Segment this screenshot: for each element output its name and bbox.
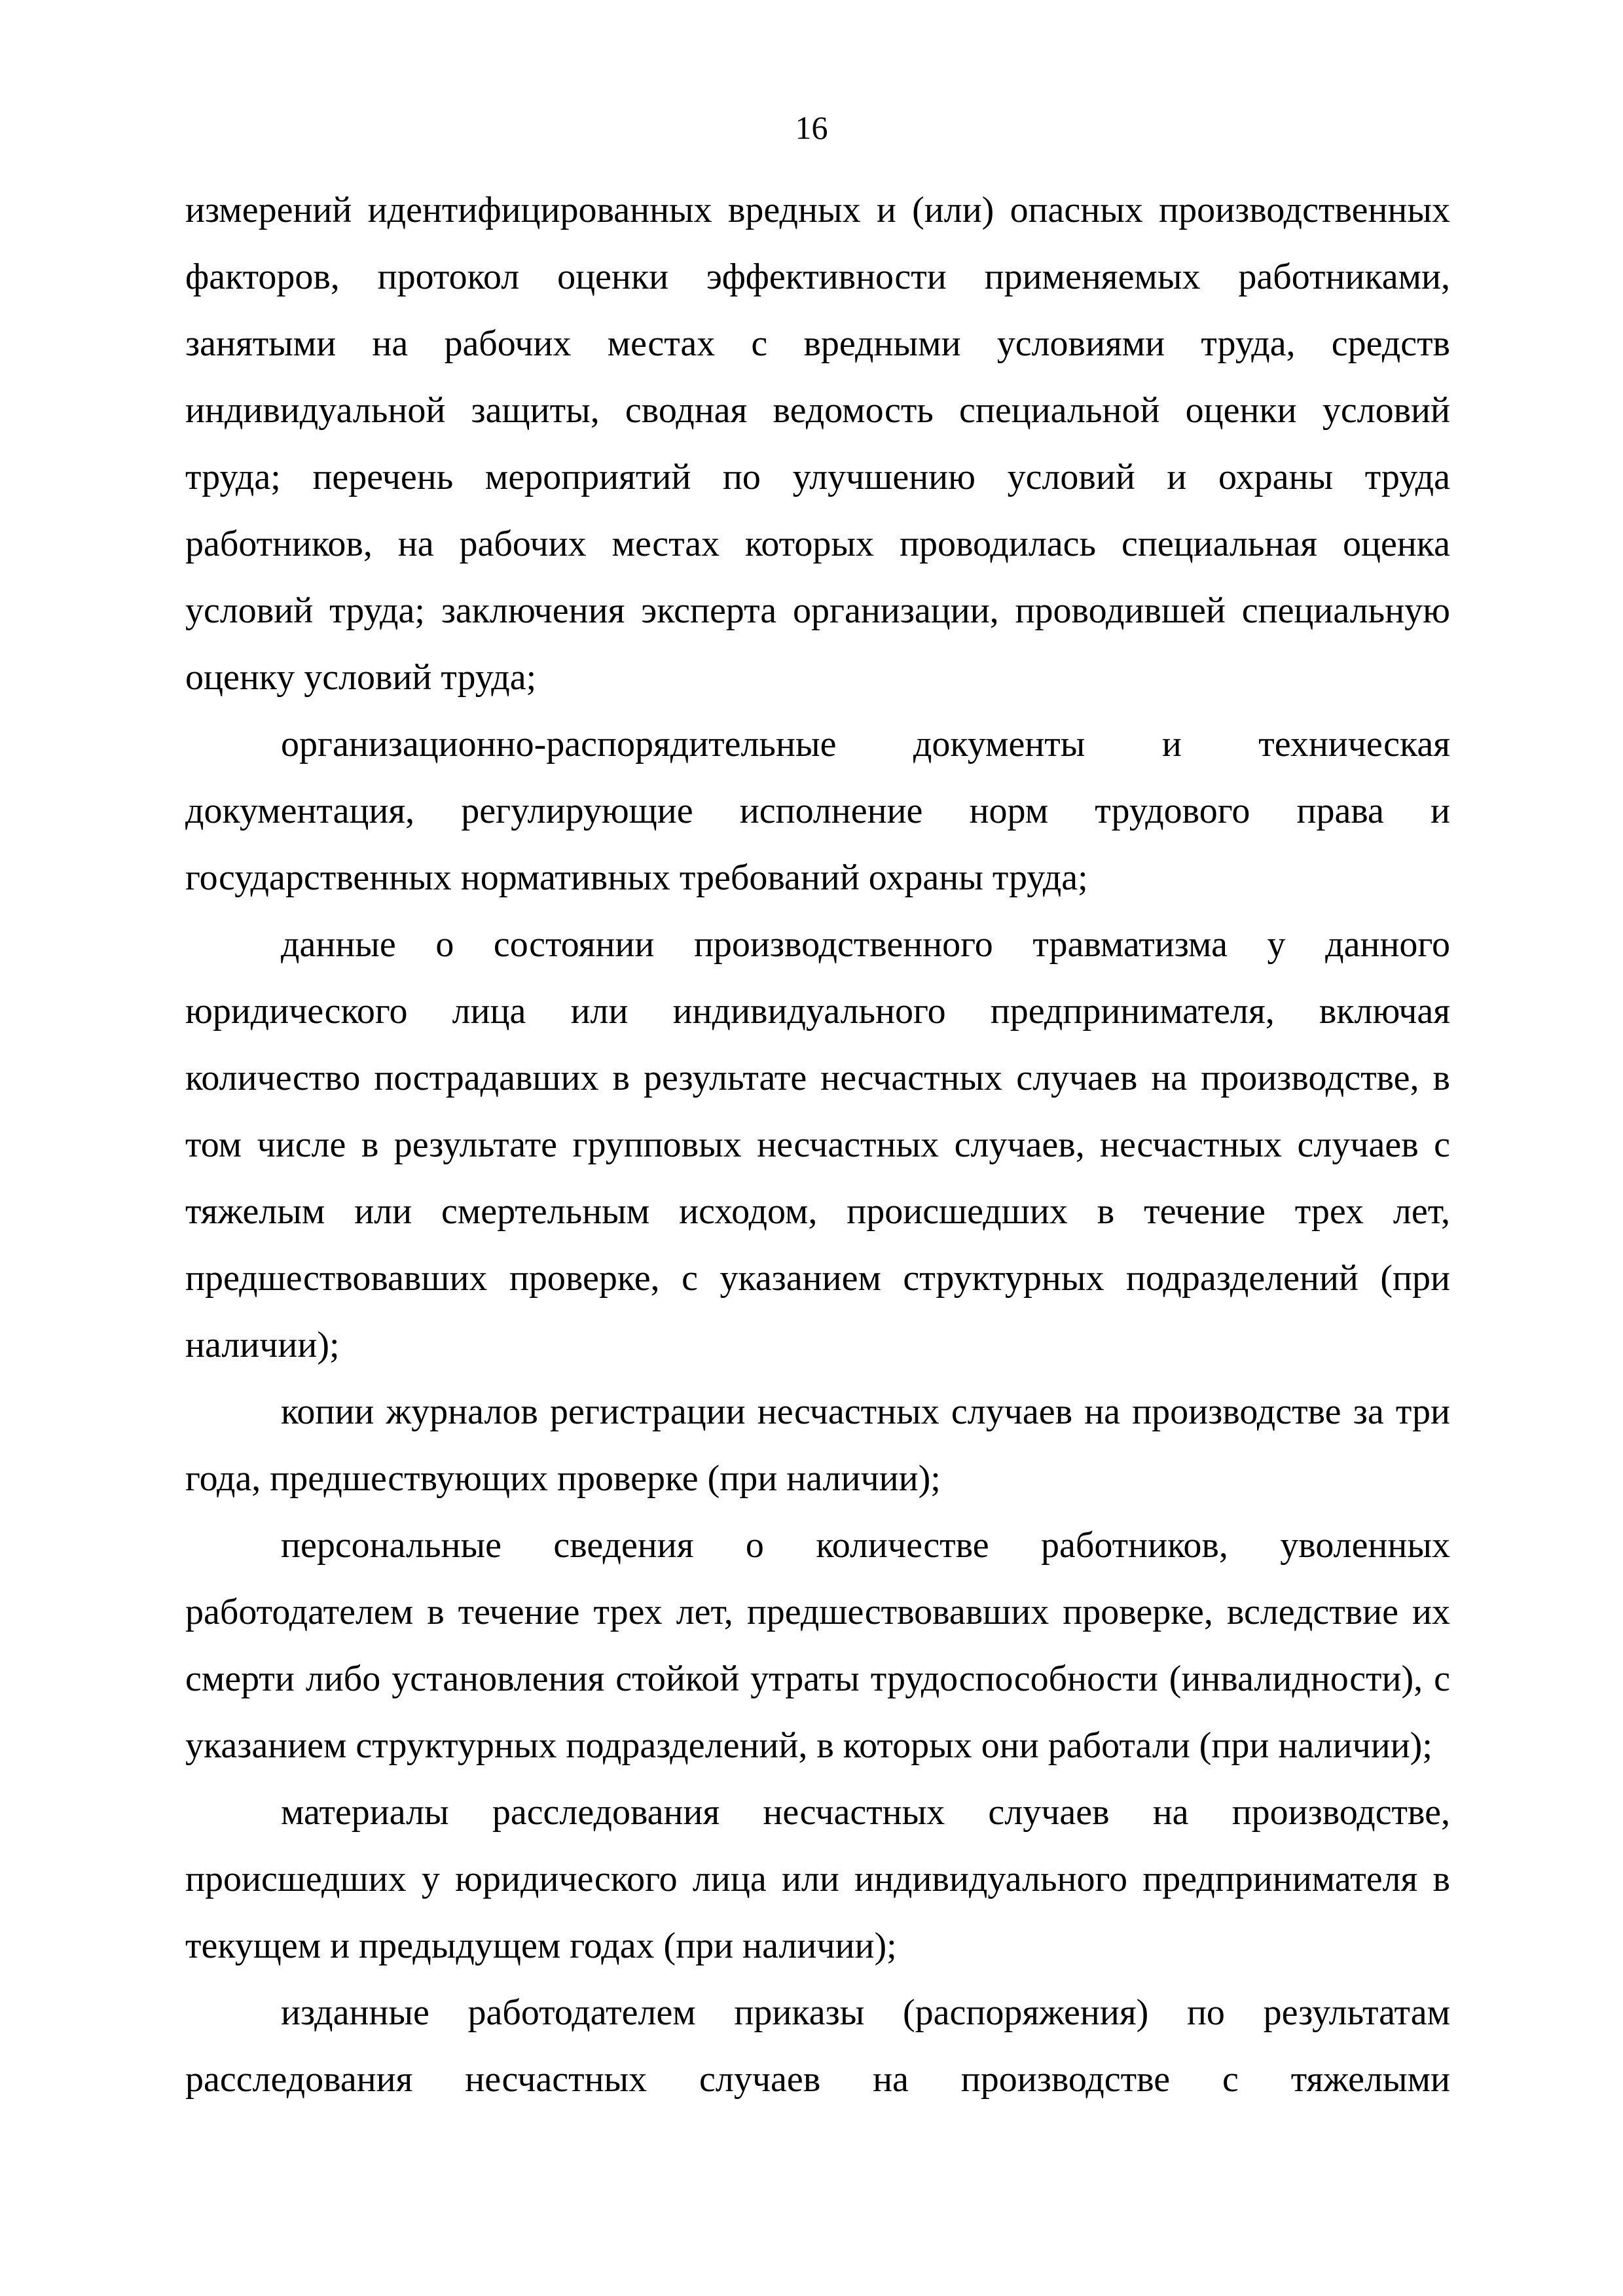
paragraph-investigation-materials: материалы расследования несчастных случаев на производстве, происшедших у юридического лица или индивидуального предпринимателя в текущем и предыдущем годах (при наличии);: [185, 1792, 1450, 1966]
paragraph-dismissed-workers: персональные сведения о количестве работников, уволенных работодателем в течение трех лет, предшествовавших проверке, вследствие их смерти либо установления стойкой утраты трудоспособности (инвалидности), с указанием структурных подразделений, в которых они работали (при наличии);: [185, 1525, 1450, 1766]
paragraph-org-documents: организационно-распорядительные документы и техническая документация, регулирующие исполнение норм трудового права и государственных нормативных требований охраны труда;: [185, 724, 1450, 898]
paragraph-continuation: измерений идентифицированных вредных и (или) опасных производственных факторов, протокол оценки эффективности применяемых работниками, занятыми на рабочих местах с вредными условиями труда, средств индивидуальной защиты, сводная ведомость специальной оценки условий труда; перечень мероприятий по улучшению условий и охраны труда работников, на рабочих местах которых проводилась специальная оценка условий труда; заключения эксперта организации, проводившей специальную оценку условий труда;: [185, 190, 1450, 698]
body-text: [185, 177, 1450, 2113]
paragraph-injury-data: данные о состоянии производственного травматизма у данного юридического лица или индивидуального предпринимателя, включая количество пострадавших в результате несчастных случаев на производстве, в том числе в результате групповых несчастных случаев, несчастных случаев с тяжелым или смертельным исходом, происшедших в течение трех лет, предшествовавших проверке, с указанием структурных подразделений (при наличии);: [185, 924, 1450, 1365]
paragraph-employer-orders: изданные работодателем приказы (распоряжения) по результатам расследования несчастных случаев на производстве с тяжелыми: [185, 1992, 1450, 2100]
page-number: 16: [795, 109, 828, 146]
paragraph-accident-journals: копии журналов регистрации несчастных случаев на производстве за три года, предшествующих проверке (при наличии);: [185, 1391, 1450, 1499]
